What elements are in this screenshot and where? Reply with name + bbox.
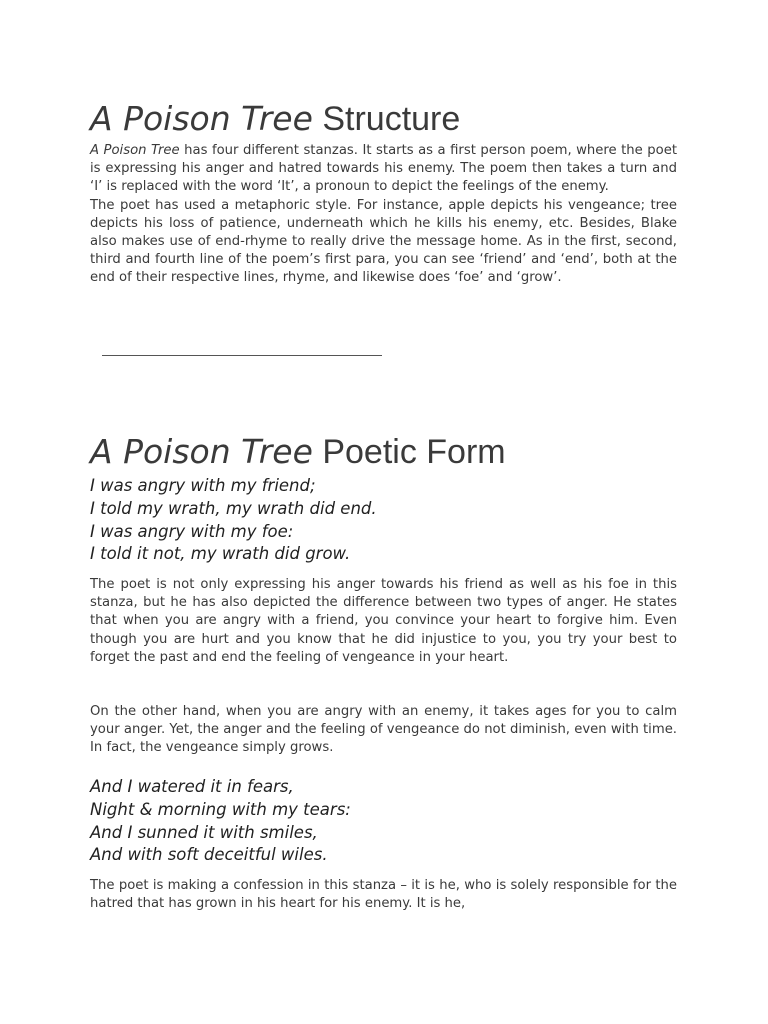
stanza-two (90, 776, 351, 867)
poetic-form-heading-text: Poetic Form (322, 433, 506, 471)
stanza-line: And I watered it in fears, (90, 777, 294, 796)
stanza-line: I told it not, my wrath did grow. (90, 544, 351, 564)
stanza-line: And I sunned it with smiles, (90, 822, 318, 842)
stanza-line: Night & morning with my tears: (90, 799, 351, 819)
stanza-one-commentary: The poet is not only expressing his anger towards his friend as well as his foe in this stanza, but he has also depicted the difference between two types of anger. He states that when you are angry with a friend, you convince your heart to forgive him. Even though you are hurt and you know that he did injustice to you, you try your best to forget the past and end the feeling of vengeance in your heart. (90, 577, 677, 665)
stanza-two-commentary: The poet is making a confession in this stanza – it is he, who is solely responsible for the hatred that has grown in his heart for his enemy. It is he, (90, 878, 677, 912)
enemy-anger-paragraph: On the other hand, when you are angry with an enemy, it takes ages for you to calm your anger. Yet, the anger and the feeling of vengeance do not diminish, even with time. In fact, the vengeance simply grows. (90, 704, 677, 756)
structure-heading-text: Structure (322, 100, 461, 138)
structure-section-body (90, 142, 677, 288)
stanza-line: I was angry with my foe: (90, 521, 294, 541)
section-divider (102, 355, 382, 356)
stanza-line: I was angry with my friend; (90, 476, 316, 495)
stanza-one (90, 475, 377, 566)
structure-heading (90, 99, 460, 139)
structure-intro-paragraph (90, 142, 677, 197)
structure-metaphor-paragraph: The poet has used a metaphoric style. For instance, apple depicts his vengeance; tree depicts his loss of patience, underneath which he kills his enemy, etc. Besides, Blake also makes use of end-rhyme to really drive the message home. As in the first, second, third and fourth line of the poem’s first para, you can see ‘friend’ and ‘end’, both at the end of their respective lines, rhyme, and likewise does ‘foe’ and ‘grow’. (90, 197, 677, 286)
structure-heading-poem-title: A Poison Tree (90, 99, 313, 138)
intro-paragraph-text: has four different stanzas. It starts as a first person poem, where the poet is expressing his anger and hatred towards his enemy. The poem then takes a turn and ‘I’ is replaced with the word ‘It’, a pronoun to depict the feelings of the enemy. (90, 143, 677, 195)
stanza-line: I told my wrath, my wrath did end. (90, 498, 377, 518)
poetic-form-heading (90, 432, 506, 472)
stanza-line: And with soft deceitful wiles. (90, 845, 328, 865)
poetic-form-heading-poem-title: A Poison Tree (90, 432, 313, 471)
intro-poem-title: A Poison Tree (90, 143, 180, 158)
